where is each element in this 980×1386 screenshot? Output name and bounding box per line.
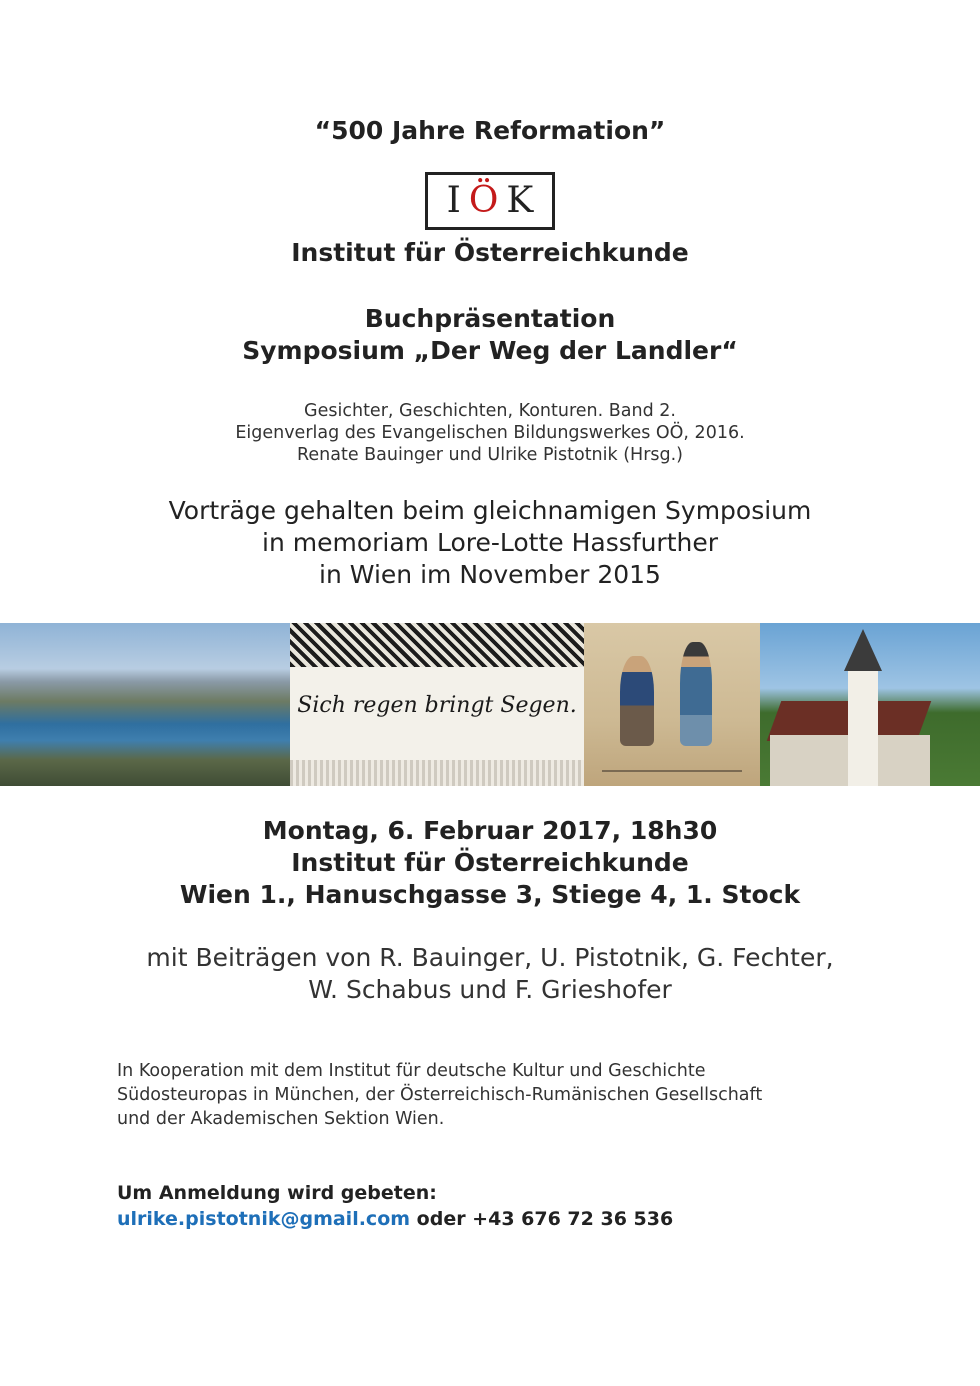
logo-letter-oe: Ö (468, 180, 507, 221)
contributors-line-1: mit Beiträgen von R. Bauinger, U. Pistotnik, G. Fechter, (146, 943, 834, 972)
embroidery-pattern-band (290, 623, 584, 667)
photo-embroidery (290, 623, 584, 786)
book-info-line-1: Gesichter, Geschichten, Konturen. Band 2. (304, 401, 676, 421)
registration-heading: Um Anmeldung wird gebeten: (117, 1182, 437, 1204)
logo-letter-i: I (446, 180, 469, 221)
photo-church (760, 623, 980, 786)
registration-phone: oder +43 676 72 36 536 (410, 1208, 674, 1230)
photo-strip (0, 623, 980, 786)
contributors (0, 942, 980, 1006)
photo-alpine-lake (0, 623, 290, 786)
cooperation-line-2: Südosteuropas in München, der Österreichisch-Rumänischen Gesellschaft (117, 1085, 763, 1105)
event-type (0, 303, 980, 367)
lectures-line-2: in memoriam Lore-Lotte Hassfurther (262, 528, 718, 557)
event-details (0, 815, 980, 911)
event-type-line-1: Buchpräsentation (364, 304, 616, 333)
book-info-line-3: Renate Bauinger und Ulrike Pistotnik (Hrsg.) (297, 445, 683, 465)
lectures-line-1: Vorträge gehalten beim gleichnamigen Symposium (168, 496, 812, 525)
ioek-logo (0, 172, 980, 230)
cooperation-line-1: In Kooperation mit dem Institut für deutsche Kultur und Geschichte (117, 1061, 706, 1081)
cooperation-line-3: und der Akademischen Sektion Wien. (117, 1109, 445, 1129)
embroidery-motto: Sich regen bringt Segen. (297, 693, 577, 718)
lectures-line-3: in Wien im November 2015 (319, 560, 661, 589)
cooperation-note (117, 1059, 877, 1131)
registration-contact (117, 1206, 877, 1232)
institute-name: Institut für Österreichkunde (291, 238, 689, 267)
event-type-line-2: Symposium „Der Weg der Landler“ (242, 336, 738, 365)
event-header-title: “500 Jahre Reformation” (314, 116, 666, 145)
lectures-description (0, 495, 980, 591)
registration (117, 1180, 877, 1232)
logo-box (425, 172, 555, 230)
contributors-line-2: W. Schabus und F. Grieshofer (308, 975, 672, 1004)
event-date: Montag, 6. Februar 2017, 18h30 (262, 816, 718, 845)
event-address: Wien 1., Hanuschgasse 3, Stiege 4, 1. Stock (179, 880, 801, 909)
figure-man (680, 642, 712, 746)
figure-woman (620, 656, 654, 746)
drawing-caption-line (602, 770, 742, 772)
book-info (0, 400, 980, 466)
logo-letter-k: K (506, 180, 542, 221)
embroidery-lower-band (290, 760, 584, 786)
book-info-line-2: Eigenverlag des Evangelischen Bildungswerkes OÖ, 2016. (235, 423, 745, 443)
photo-costume-drawing (584, 623, 760, 786)
registration-email-link[interactable]: ulrike.pistotnik@gmail.com (117, 1208, 411, 1230)
event-venue: Institut für Österreichkunde (291, 848, 689, 877)
church-spire (844, 629, 882, 671)
church-tower (848, 667, 878, 786)
